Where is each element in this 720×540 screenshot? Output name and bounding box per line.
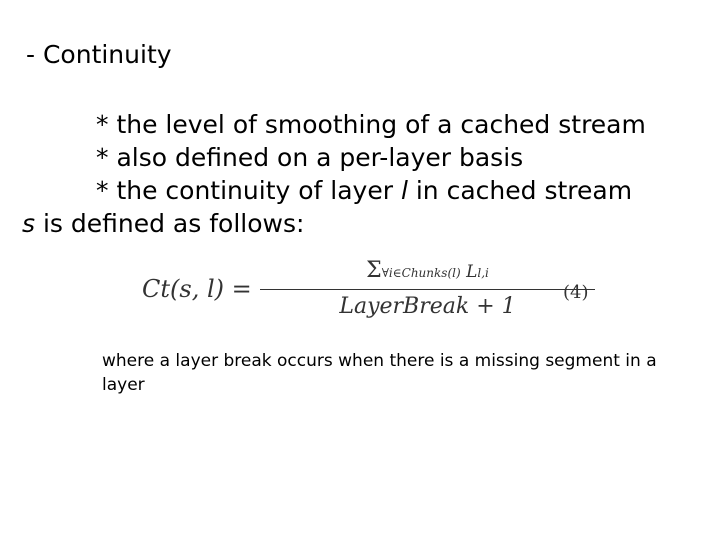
formula-fraction — [260, 258, 595, 328]
variable-l: l — [400, 176, 408, 205]
bullet-smoothing: * the level of smoothing of a cached stream — [96, 110, 646, 139]
formula-numerator — [260, 258, 595, 283]
continuity-formula — [142, 258, 602, 328]
section-heading: - Continuity — [26, 40, 172, 69]
bullet3-text-before: * the continuity of layer — [96, 176, 401, 205]
variable-s: s — [22, 209, 36, 238]
sigma-symbol: Σ — [366, 258, 382, 283]
continuation-text: is defined as follows: — [35, 209, 305, 238]
sum-subscript: ∀i∈Chunks(l) — [381, 266, 461, 280]
formula-denominator: LayerBreak + 1 — [339, 294, 516, 319]
numerator-term: L — [466, 262, 478, 282]
bullet3-text-after: in cached stream — [407, 176, 633, 205]
bullet-per-layer: * also defined on a per-layer basis — [96, 143, 524, 172]
fraction-bar — [260, 289, 595, 290]
bullet-continuity-layer — [96, 176, 632, 205]
bullet-continuation — [22, 209, 304, 238]
layer-break-note: where a layer break occurs when there is a missing segment in a layer — [102, 351, 657, 395]
equation-number: (4) — [563, 282, 589, 303]
formula-lhs: Ct(s, l) = — [142, 275, 252, 303]
numerator-term-subscript: l,i — [477, 266, 489, 280]
